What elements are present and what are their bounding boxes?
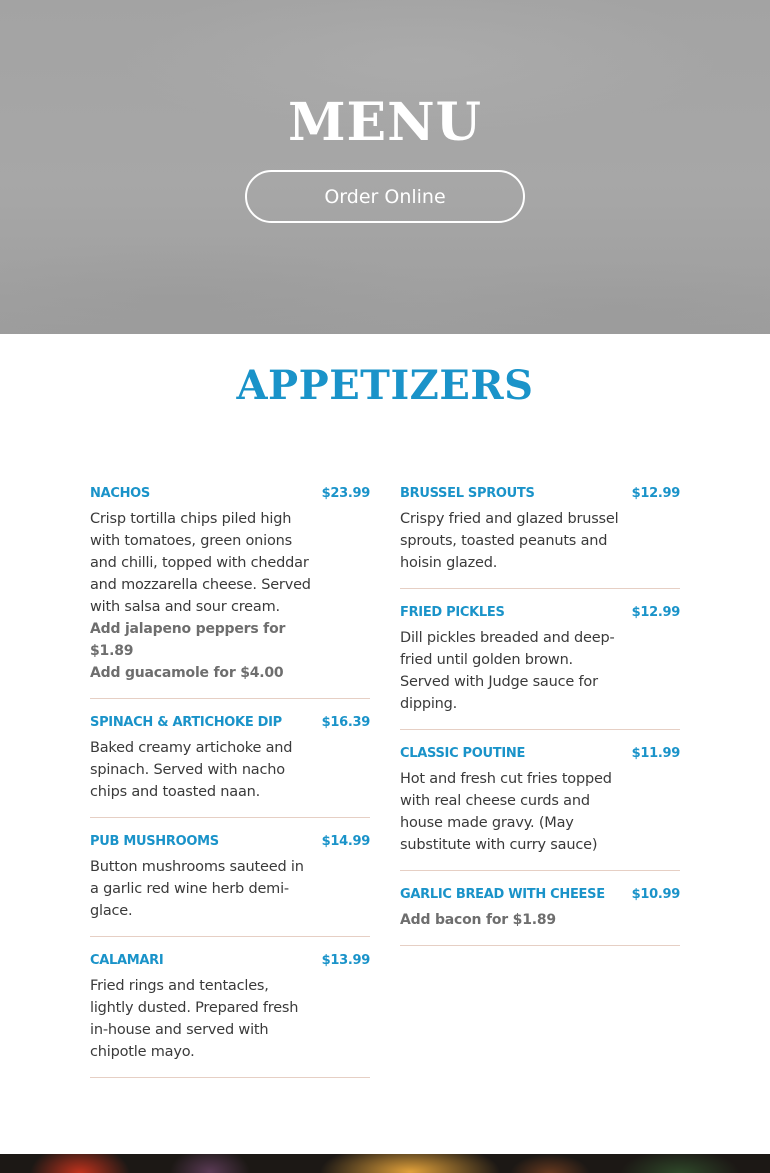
menu-item-price: $12.99 xyxy=(631,486,680,501)
menu-item-name: GARLIC BREAD WITH CHEESE xyxy=(400,887,605,902)
menu-item-price: $23.99 xyxy=(321,486,370,501)
section-title-appetizers: APPETIZERS xyxy=(236,362,534,409)
menu-item xyxy=(400,605,680,730)
menu-item-addon: Add bacon for $1.89 xyxy=(400,912,556,928)
food-photo-banner xyxy=(0,1154,770,1173)
menu-item-description: Crisp tortilla chips piled high with tomatoes, green onions and chilli, topped with cheddar and mozzarella cheese. Served with salsa and sour cream. xyxy=(90,511,311,615)
menu-item-description: Fried rings and tentacles, lightly dusted. Prepared fresh in-house and served with chipotle mayo. xyxy=(90,978,299,1060)
menu-column-right xyxy=(400,486,680,962)
menu-item-description: Dill pickles breaded and deep-fried until golden brown. Served with Judge sauce for dipping. xyxy=(400,630,615,712)
menu-item-description: Crispy fried and glazed brussel sprouts, toasted peanuts and hoisin glazed. xyxy=(400,511,619,571)
menu-item xyxy=(400,486,680,589)
order-online-button[interactable]: Order Online xyxy=(245,170,525,223)
menu-item xyxy=(90,486,370,699)
menu-item xyxy=(400,887,680,946)
menu-item xyxy=(90,834,370,937)
menu-item-addon: Add guacamole for $4.00 xyxy=(90,665,284,681)
menu-item-price: $12.99 xyxy=(631,605,680,620)
menu-item-name: CLASSIC POUTINE xyxy=(400,746,526,761)
menu-item xyxy=(400,746,680,871)
menu-item-addon: Add jalapeno peppers for $1.89 xyxy=(90,621,286,659)
menu-item xyxy=(90,953,370,1078)
menu-column-left xyxy=(90,486,370,1094)
menu-item-description: Hot and fresh cut fries topped with real cheese curds and house made gravy. (May substitute with curry sauce) xyxy=(400,771,612,853)
menu-item-price: $13.99 xyxy=(321,953,370,968)
menu-item-name: FRIED PICKLES xyxy=(400,605,505,620)
menu-item-name: PUB MUSHROOMS xyxy=(90,834,219,849)
menu-item-price: $11.99 xyxy=(631,746,680,761)
menu-item-price: $16.39 xyxy=(321,715,370,730)
menu-item-description: Baked creamy artichoke and spinach. Served with nacho chips and toasted naan. xyxy=(90,740,293,800)
menu-item-price: $10.99 xyxy=(631,887,680,902)
menu-item-name: CALAMARI xyxy=(90,953,164,968)
menu-item-name: BRUSSEL SPROUTS xyxy=(400,486,535,501)
page-title: MENU xyxy=(287,92,483,153)
hero-banner xyxy=(0,0,770,334)
menu-item-price: $14.99 xyxy=(321,834,370,849)
menu-item-description: Button mushrooms sauteed in a garlic red wine herb demi-glace. xyxy=(90,859,304,919)
menu-item-name: NACHOS xyxy=(90,486,150,501)
menu-item xyxy=(90,715,370,818)
menu-item-name: SPINACH & ARTICHOKE DIP xyxy=(90,715,282,730)
